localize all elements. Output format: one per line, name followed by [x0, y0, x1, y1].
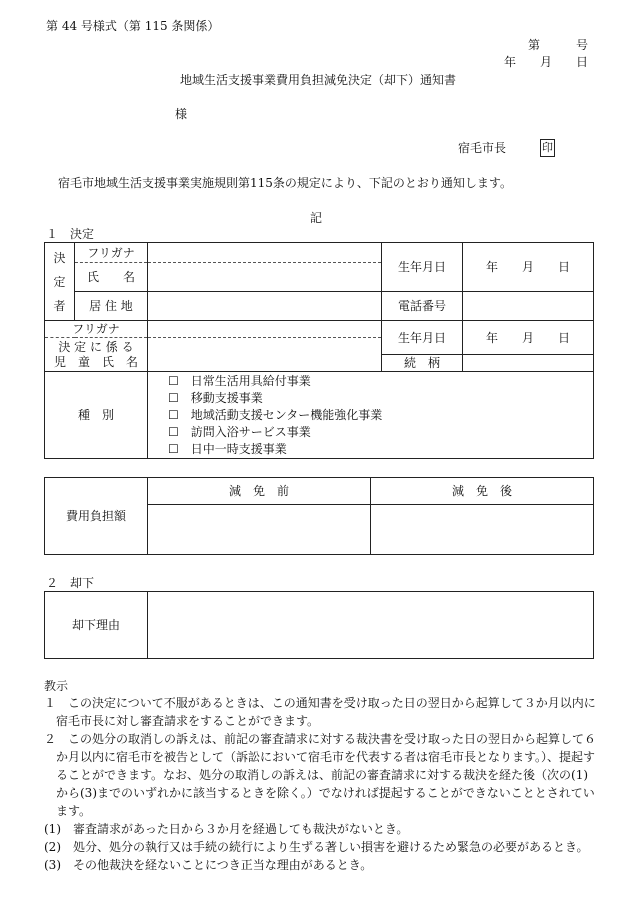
type-label: 種 別	[45, 372, 148, 459]
relation-label: 続 柄	[382, 355, 463, 372]
date-line: 年 月 日	[503, 55, 588, 69]
note-line: ることができます。なお、処分の取消しの訴えは、前記の審査請求に対する裁決を経た後（次の(1)	[44, 768, 589, 782]
child-birth-value[interactable]: 年 月 日	[463, 321, 594, 355]
cost-label: 費用負担額	[45, 478, 148, 555]
service-checkbox[interactable]: ☐ 日常生活用具給付事業	[168, 373, 311, 388]
note-line: (1) 審査請求があった日から３か月を経過しても裁決がないとき。	[44, 822, 409, 836]
child-name-label-cell	[45, 338, 148, 372]
note-line: か月以内に宿毛市を被告として（訴訟において宿毛市を代表する者は宿毛市長となります。）、提起す	[44, 750, 596, 764]
ki-label: 記	[310, 211, 323, 225]
child-furigana-label: フリガナ	[45, 321, 148, 338]
service-checkbox[interactable]: ☐ 日中一時支援事業	[168, 441, 287, 456]
service-checkbox[interactable]: ☐ 移動支援事業	[168, 390, 263, 405]
kettei-char: 決	[53, 250, 66, 265]
reason-label: 却下理由	[45, 592, 148, 659]
kettei-label-cell	[45, 243, 75, 321]
relation-field[interactable]	[463, 355, 594, 372]
issuer: 宿毛市長	[458, 141, 507, 155]
phone-label: 電話番号	[382, 292, 463, 321]
child-furigana-field[interactable]	[148, 321, 382, 338]
rejection-table	[44, 591, 594, 659]
intro-text: 宿毛市地域生活支援事業実施規則第115条の規定により、下記のとおり通知します。	[58, 176, 512, 190]
after-header: 減 免 後	[371, 478, 594, 505]
kettei-char: 定	[53, 274, 66, 289]
note-line: (2) 処分、処分の執行又は手続の続行により生ずる著しい損害を避けるため緊急の必要があるとき。	[44, 840, 589, 854]
section1-heading: １ 決定	[46, 227, 95, 241]
note-line: １ この決定について不服があるときは、この通知書を受け取った日の翌日から起算して３か月以内に	[44, 696, 596, 710]
note-line: ２ この処分の取消しの訴えは、前記の審査請求に対する裁決書を受け取った日の翌日から起算して６	[44, 732, 597, 746]
before-header: 減 免 前	[148, 478, 371, 505]
cost-table	[44, 477, 594, 555]
address-label: 居 住 地	[75, 292, 148, 321]
child-label-line: 決 定 に 係 る	[58, 339, 134, 354]
note-line: から(3)までのいずれかに該当するときを除く。）でなければ提起することができないこととされてい	[44, 786, 595, 800]
note-line: ます。	[44, 804, 92, 818]
decision-table	[44, 242, 594, 459]
child-birth-label: 生年月日	[382, 321, 463, 355]
child-label-line: 児 童 氏 名	[53, 354, 138, 369]
seal-mark	[540, 139, 555, 157]
birth-label: 生年月日	[382, 243, 463, 292]
after-field[interactable]	[371, 505, 594, 555]
note-line: 宿毛市長に対し審査請求をすることができます。	[44, 714, 320, 728]
addressee: 様	[175, 107, 188, 121]
notes-heading: 教示	[44, 679, 69, 693]
before-field[interactable]	[148, 505, 371, 555]
notes-body	[44, 694, 597, 874]
name-field[interactable]	[148, 263, 382, 292]
number-line: 第 号	[527, 38, 588, 52]
section2-heading: ２ 却下	[46, 576, 95, 590]
address-field[interactable]	[148, 292, 382, 321]
seal-text: 印	[540, 139, 555, 157]
document-title: 地域生活支援事業費用負担減免決定（却下）通知書	[180, 73, 457, 87]
reason-field[interactable]	[148, 592, 594, 659]
furigana-field[interactable]	[148, 243, 382, 263]
note-line: (3) その他裁決を経ないことにつき正当な理由があるとき。	[44, 858, 373, 872]
form-label: 第 44 号様式（第 115 条関係）	[46, 19, 220, 33]
child-name-field[interactable]	[148, 338, 382, 372]
phone-field[interactable]	[463, 292, 594, 321]
services-cell	[148, 372, 594, 459]
service-checkbox[interactable]: ☐ 訪問入浴サービス事業	[168, 424, 311, 439]
kettei-char: 者	[53, 298, 66, 313]
name-label: 氏 名	[75, 263, 148, 292]
birth-value[interactable]: 年 月 日	[463, 243, 594, 292]
furigana-label: フリガナ	[75, 243, 148, 263]
service-checkbox[interactable]: ☐ 地域活動支援センター機能強化事業	[168, 407, 383, 422]
